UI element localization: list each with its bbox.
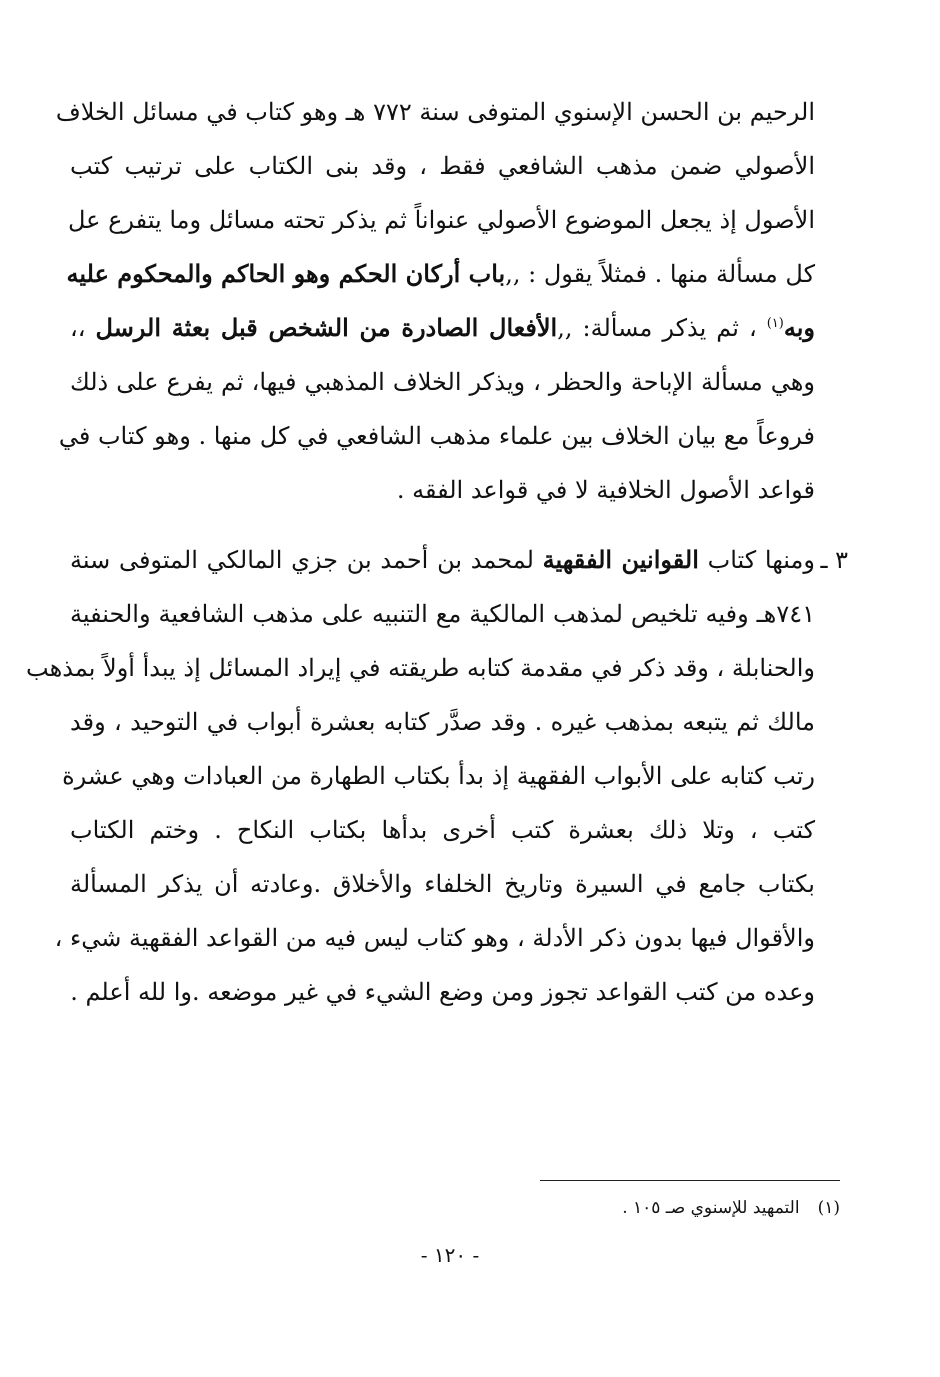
paragraph-2-line-5: رتب كتابه على الأبواب الفقهية إذ بدأ بكتاب الطهارة من العبادات وهي عشرة [62, 762, 815, 790]
footnote [500, 1195, 840, 1221]
paragraph-2-line-6: كتب ، وتلا ذلك بعشرة كتب أخرى بدأها بكتاب النكاح . وختم الكتاب [70, 816, 815, 844]
footnote-marker: (١) [766, 316, 784, 331]
paragraph-2-line-8: والأقوال فيها بدون ذكر الأدلة ، وهو كتاب ليس فيه من القواعد الفقهية شيء ، [54, 924, 815, 952]
paragraph-1-line-5 [70, 312, 815, 344]
paragraph-1-line-6: وهي مسألة الإباحة والحظر ، ويذكر الخلاف المذهبي فيها، ثم يفرع على ذلك [70, 368, 815, 396]
paragraph-1-line-2: الأصولي ضمن مذهب الشافعي فقط ، وقد بنى الكتاب على ترتيب كتب [70, 152, 815, 180]
paragraph-2-line-4: مالك ثم يتبعه بمذهب غيره . وقد صدَّر كتابه بعشرة أبواب في التوحيد ، وقد [70, 708, 815, 736]
paragraph-1-line-3: الأصول إذ يجعل الموضوع الأصولي عنواناً ثم يذكر تحته مسائل وما يتفرع عل [67, 206, 815, 234]
line-text: ، ثم يذكر مسألة: ,, [557, 314, 757, 342]
line-text: ومنها كتاب [707, 546, 815, 574]
paragraph-1-line-1: الرحيم بن الحسن الإسنوي المتوفى سنة ٧٧٢ هـ وهو كتاب في مسائل الخلاف [55, 98, 815, 126]
footnote-divider [540, 1180, 840, 1181]
paragraph-1-line-7: فروعاً مع بيان الخلاف بين علماء مذهب الشافعي في كل منها . وهو كتاب في [58, 422, 815, 450]
paragraph-2-line-1 [70, 544, 815, 576]
book-title: القوانين الفقهية [542, 545, 699, 574]
bold-heading: وبه [783, 313, 815, 342]
line-text: كل مسألة منها . فمثلاً يقول : ,, [505, 260, 815, 288]
bold-heading: باب أركان الحكم وهو الحاكم والمحكوم عليه [66, 259, 506, 288]
quote-close: ،، [70, 314, 86, 342]
paragraph-2-line-9: وعده من كتب القواعد تجوز ومن وضع الشيء في غير موضعه .وا لله أعلم . [70, 978, 815, 1006]
footnote-text: التمهيد للإسنوي صـ ١٠٥ . [622, 1198, 800, 1218]
page-number: - ١٢٠ - [420, 1243, 480, 1267]
paragraph-2-line-7: بكتاب جامع في السيرة وتاريخ الخلفاء والأخلاق .وعادته أن يذكر المسألة [70, 870, 815, 898]
footnote-number: (١) [817, 1198, 840, 1218]
line-text: لمحمد بن أحمد بن جزي المالكي المتوفى سنة [70, 546, 534, 574]
paragraph-1-line-8: قواعد الأصول الخلافية لا في قواعد الفقه . [396, 476, 815, 504]
paragraph-1-line-4 [66, 258, 815, 290]
paragraph-2-line-3: والحنابلة ، وقد ذكر في مقدمة كتابه طريقته في إيراد المسائل إذ يبدأ أولاً بمذهب [26, 654, 815, 682]
bold-heading: الأفعال الصادرة من الشخص قبل بعثة الرسل [95, 313, 558, 342]
list-item-number: ٣ ـ [820, 546, 848, 574]
paragraph-2-line-2: ٧٤١هـ وفيه تلخيص لمذهب المالكية مع التنبيه على مذهب الشافعية والحنفية [70, 600, 815, 628]
